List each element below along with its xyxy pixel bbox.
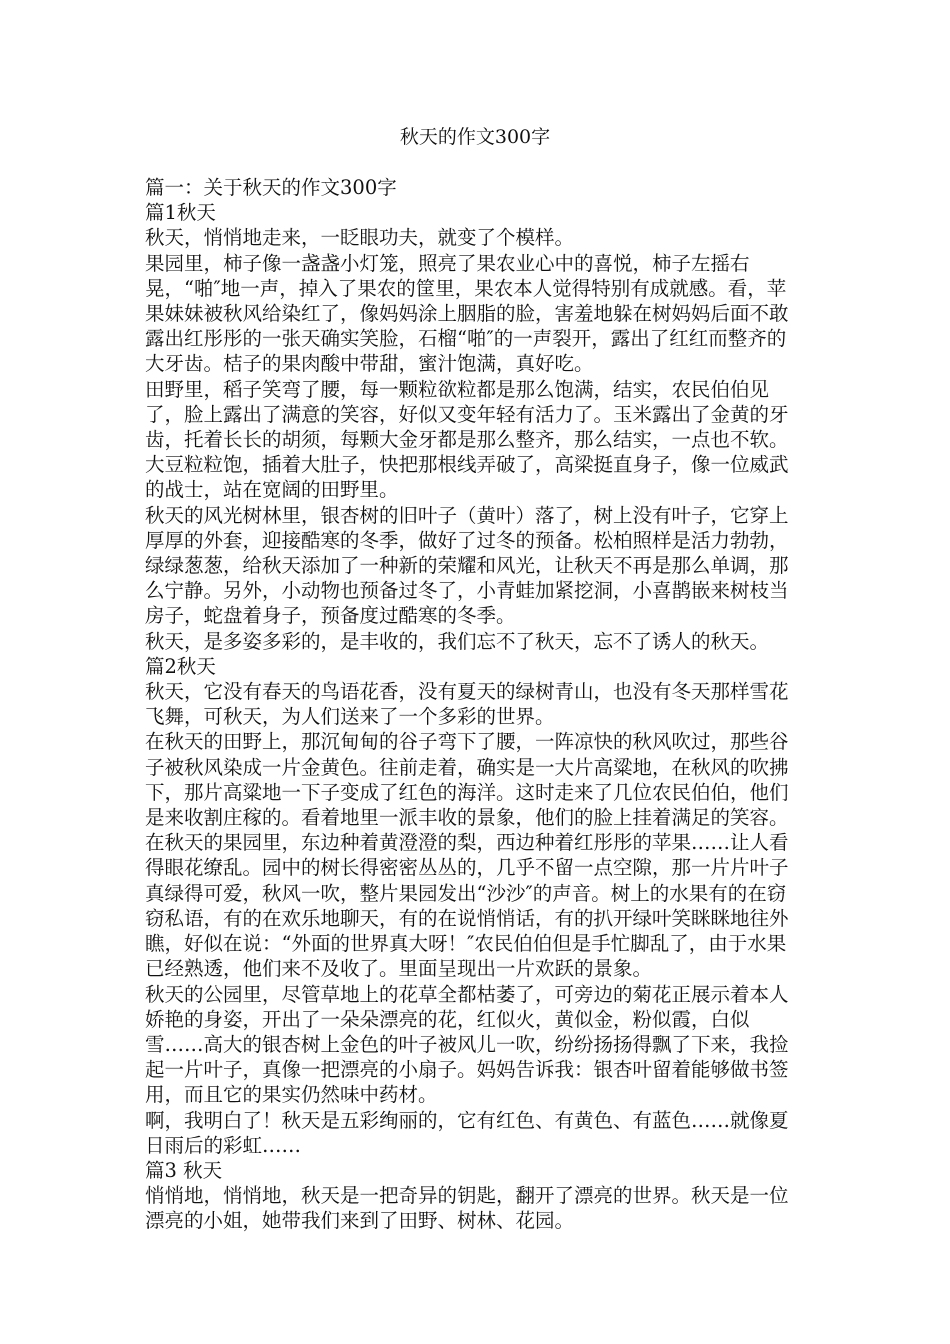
paragraph: 秋天的风光树林里，银杏树的旧叶子（黄叶）落了，树上没有叶子，它穿上厚厚的外套，迎接酷寒的冬季，做好了过冬的预备。松柏照样是活力勃勃，绿绿葱葱，给秋天添加了一种新的荣耀和风光，让秋天不再是那么单调，那么宁静。另外，小动物也预备过冬了，小青蛙加紧挖洞，小喜鹊嵌来树枝当房子，蛇盘着身子，预备度过酷寒的冬季。 <box>145 503 789 628</box>
subsection-heading: 篇3 秋天 <box>145 1158 223 1182</box>
paragraph: 秋天，悄悄地走来，一眨眼功夫，就变了个模样。 <box>145 226 575 250</box>
document-title: 秋天的作文300字 <box>399 126 551 148</box>
paragraph: 在秋天的田野上，那沉甸甸的谷子弯下了腰，一阵凉快的秋风吹过，那些谷子被秋风染成一片金黄色。往前走着，确实是一大片高粱地，在秋风的吹拂下，那片高粱地一下子变成了红色的海洋。这时走来了几位农民伯伯，他们是来收割庄稼的。看着地里一派丰收的景象，他们的脸上挂着满足的笑容。 <box>145 730 789 830</box>
paragraph: 悄悄地，悄悄地，秋天是一把奇异的钥匙，翻开了漂亮的世界。秋天是一位漂亮的小姐，她带我们来到了田野、树林、花园。 <box>145 1184 789 1233</box>
paragraph: 秋天，是多姿多彩的，是丰收的，我们忘不了秋天，忘不了诱人的秋天。 <box>145 629 770 653</box>
paragraph: 在秋天的果园里，东边种着黄澄澄的梨，西边种着红彤彤的苹果……让人看得眼花缭乱。园中的树长得密密丛丛的，几乎不留一点空隙，那一片片叶子真绿得可爱，秋风一吹，整片果园发出“沙沙″的声音。树上的水果有的在窃窃私语，有的在欢乐地聊天，有的在说悄悄话，有的扒开绿叶笑眯眯地往外瞧，好似在说：“外面的世界真大呀！″农民伯伯但是手忙脚乱了，由于水果已经熟透，他们来不及收了。里面呈现出一片欢跃的景象。 <box>145 831 789 981</box>
subsection-heading: 篇2秋天 <box>145 654 216 678</box>
paragraph: 啊，我明白了！秋天是五彩绚丽的，它有红色、有黄色、有蓝色……就像夏日雨后的彩虹…… <box>145 1108 789 1157</box>
subsection-heading: 篇1秋天 <box>145 201 216 225</box>
section-heading: 篇一：关于秋天的作文300字 <box>145 176 397 199</box>
paragraph: 田野里，稻子笑弯了腰，每一颗粒欲粒都是那么饱满，结实，农民伯伯见了，脸上露出了满意的笑容，好似又变年轻有活力了。玉米露出了金黄的牙齿，托着长长的胡须，每颗大金牙都是那么整齐，那么结实，一点也不软。大豆粒粒饱，插着大肚子，快把那根线弄破了，高梁挺直身子，像一位威武的战士，站在宽阔的田野里。 <box>145 377 789 502</box>
document-body <box>145 175 805 1234</box>
paragraph: 果园里，柿子像一盏盏小灯笼，照亮了果农业心中的喜悦，柿子左摇右晃，“啪″地一声，掉入了果农的筐里，果农本人觉得特别有成就感。看，苹果妹妹被秋风给染红了，像妈妈涂上胭脂的脸，害羞地躲在树妈妈后面不敢露出红彤彤的一张天确实笑脸，石榴“啪″的一声裂开，露出了红红而整齐的大牙齿。桔子的果肉酸中带甜，蜜汁饱满，真好吃。 <box>145 251 789 376</box>
paragraph: 秋天，它没有春天的鸟语花香，没有夏天的绿树青山，也没有冬天那样雪花飞舞，可秋天，为人们送来了一个多彩的世界。 <box>145 680 789 729</box>
paragraph: 秋天的公园里，尽管草地上的花草全都枯萎了，可旁边的菊花正展示着本人娇艳的身姿，开出了一朵朵漂亮的花，红似火，黄似金，粉似霞，白似雪……高大的银杏树上金色的叶子被风儿一吹，纷纷扬扬得飘了下来，我捡起一片叶子，真像一把漂亮的小扇子。妈妈告诉我：银杏叶留着能够做书签用，而且它的果实仍然味中药材。 <box>145 982 789 1107</box>
